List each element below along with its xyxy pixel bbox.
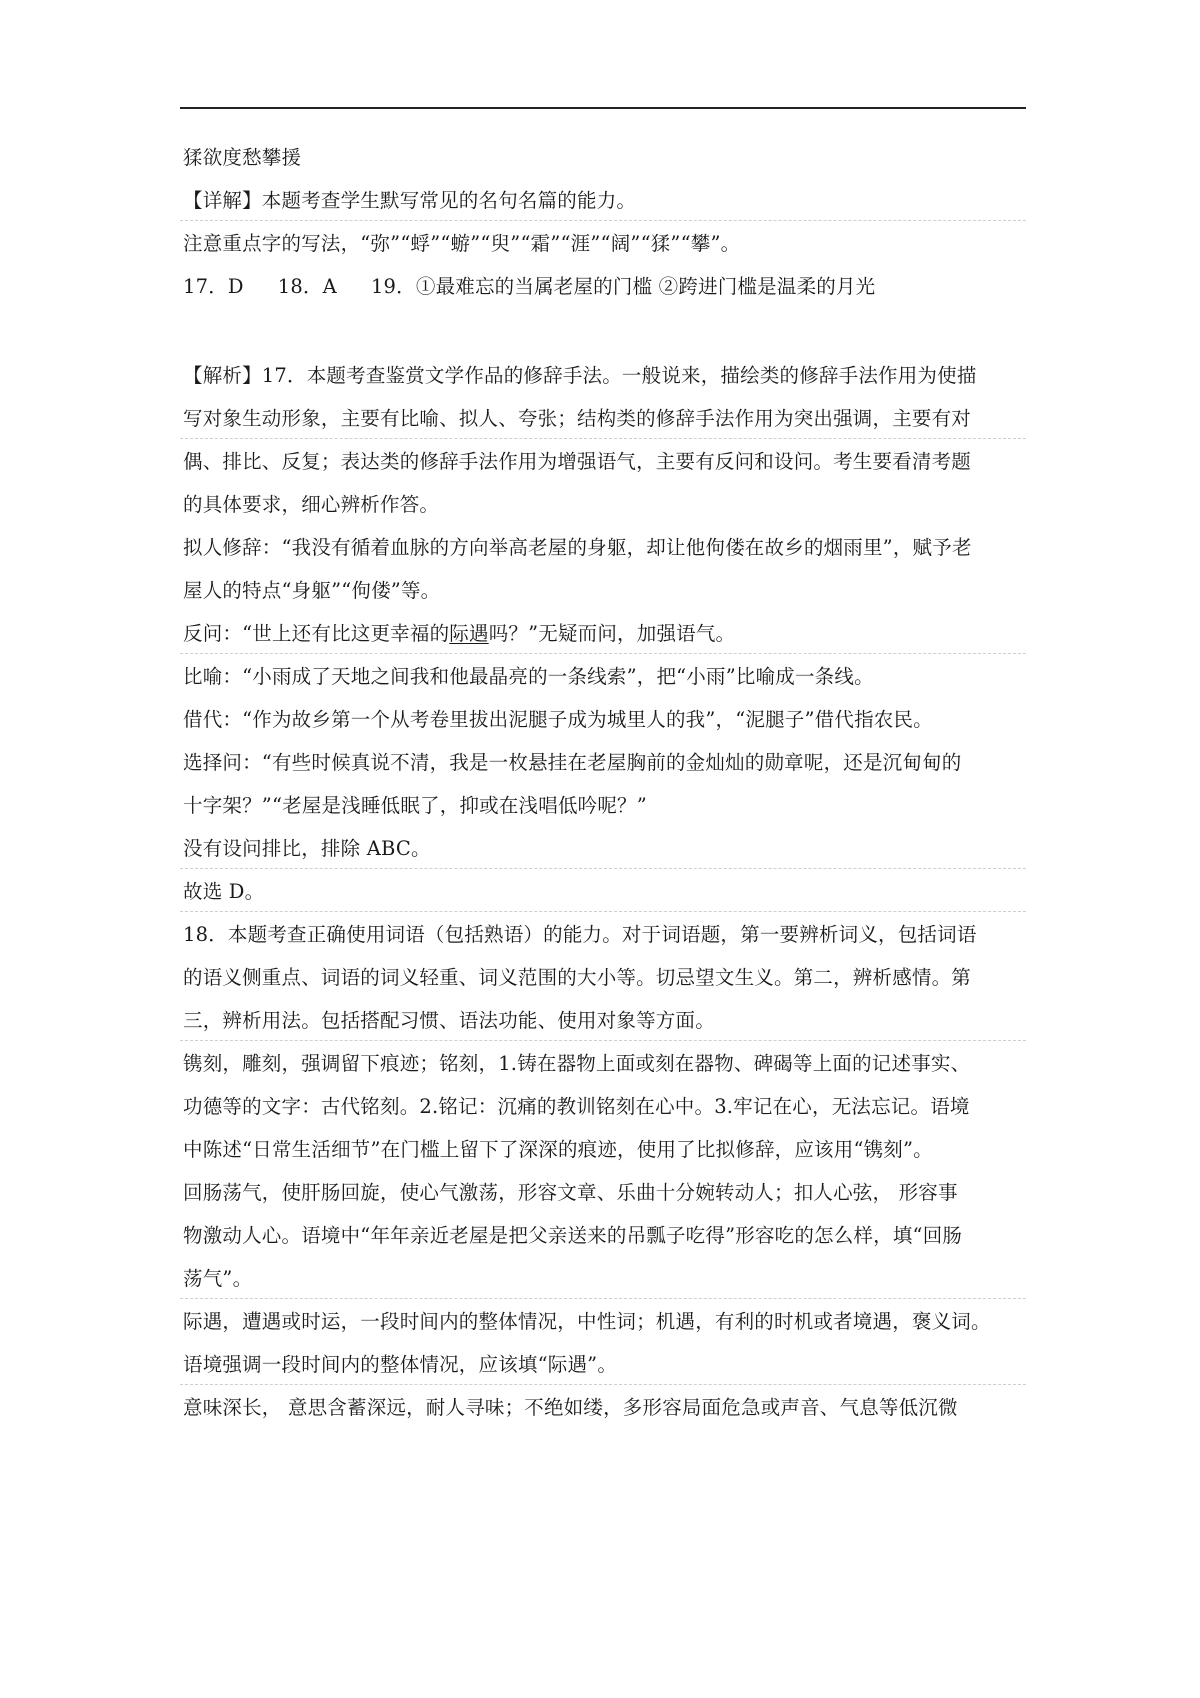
text-line-10: 屋人的特点“身躯”“佝偻”等。 [183, 579, 441, 602]
separator [180, 438, 1026, 439]
fanwen-before: 反问：“世上还有比这更幸福的 [183, 622, 450, 645]
text-line-11 [183, 621, 1033, 647]
text-line-21: 镌刻，雕刻，强调留下痕迹；铭刻，1.铸在器物上面或刻在器物、碑碣等上面的记述事实、 [183, 1052, 971, 1075]
text-line-19: 的语义侧重点、词语的词义轻重、词义范围的大小等。切忌望文生义。第二，辨析感情。第 [183, 966, 972, 989]
text-line-12: 比喻：“小雨成了天地之间我和他最晶亮的一条线索”，把“小雨”比喻成一条线。 [183, 665, 874, 688]
header-rule [180, 107, 1026, 109]
text-line-26: 荡气”。 [183, 1267, 253, 1290]
text-line-17: 故选 D。 [183, 880, 265, 903]
text-line-14: 选择问：“有些时候真说不清，我是一枚悬挂在老屋胸前的金灿灿的勋章呢，还是沉甸甸的 [183, 751, 962, 774]
text-line-15: 十字架？”“老屋是浅睡低眠了，抑或在浅唱低吟呢？” [183, 794, 647, 817]
text-line-18: 18．本题考查正确使用词语（包括熟语）的能力。对于词语题，第一要辨析词义，包括词语 [183, 923, 977, 946]
text-line-8: 的具体要求，细心辨析作答。 [183, 493, 440, 516]
text-line-6: 写对象生动形象，主要有比喻、拟人、夸张；结构类的修辞手法作用为突出强调，主要有对 [183, 407, 972, 430]
text-line-28: 语境强调一段时间内的整体情况，应该填“际遇”。 [183, 1353, 618, 1376]
separator [180, 911, 1026, 912]
text-line-13: 借代：“作为故乡第一个从考卷里拔出泥腿子成为城里人的我”，“泥腿子”借代指农民。 [183, 708, 933, 731]
underlined-word: 际遇 [449, 622, 489, 645]
separator [180, 1040, 1026, 1041]
text-line-16: 没有设问排比，排除 ABC。 [183, 837, 431, 860]
answer-17: 17．D [183, 275, 244, 298]
separator [180, 220, 1026, 221]
text-line-22: 功德等的文字：古代铭刻。2.铭记：沉痛的教训铭刻在心中。3.牢记在心，无法忘记。语境 [183, 1095, 970, 1118]
answers-line [183, 274, 1033, 300]
text-line-25: 物激动人心。语境中“年年亲近老屋是把父亲送来的吊瓢子吃得”形容吃的怎么样，填“回肠 [183, 1224, 963, 1247]
text-line-20: 三，辨析用法。包括搭配习惯、语法功能、使用对象等方面。 [183, 1009, 715, 1032]
text-line-3: 注意重点字的写法，“弥”“蜉”“蝣”“臾”“霜”“涯”“阔”“猱”“攀”。 [183, 232, 741, 255]
text-line-24: 回肠荡气，使肝肠回旋，使心气激荡，形容文章、乐曲十分婉转动人；扣人心弦， 形容事 [183, 1181, 958, 1204]
text-line-1: 猱欲度愁攀援 [183, 146, 302, 169]
answer-19: 19．①最难忘的当属老屋的门槛 ②跨进门槛是温柔的月光 [370, 275, 876, 298]
separator [180, 653, 1026, 654]
separator [180, 1384, 1026, 1385]
text-line-9: 拟人修辞：“我没有循着血脉的方向举高老屋的身躯，却让他佝偻在故乡的烟雨里”，赋予老 [183, 536, 972, 559]
separator [180, 1298, 1026, 1299]
text-line-27: 际遇，遭遇或时运，一段时间内的整体情况，中性词；机遇，有利的时机或者境遇，褒义词。 [183, 1310, 991, 1333]
text-line-29: 意味深长， 意思含蓄深远，耐人寻味；不绝如缕，多形容局面危急或声音、气息等低沉微 [183, 1396, 958, 1419]
separator [180, 868, 1026, 869]
text-line-23: 中陈述“日常生活细节”在门槛上留下了深深的痕迹，使用了比拟修辞，应该用“镌刻”。 [183, 1138, 933, 1161]
fanwen-after: 吗？”无疑而问，加强语气。 [488, 622, 736, 645]
text-line-7: 偶、排比、反复；表达类的修辞手法作用为增强语气，主要有反问和设问。考生要看清考题 [183, 450, 972, 473]
text-line-2: 【详解】本题考查学生默写常见的名句名篇的能力。 [183, 189, 637, 212]
text-line-5: 【解析】17．本题考查鉴赏文学作品的修辞手法。一般说来，描绘类的修辞手法作用为使描 [183, 364, 977, 387]
answer-18: 18．A [277, 275, 337, 298]
